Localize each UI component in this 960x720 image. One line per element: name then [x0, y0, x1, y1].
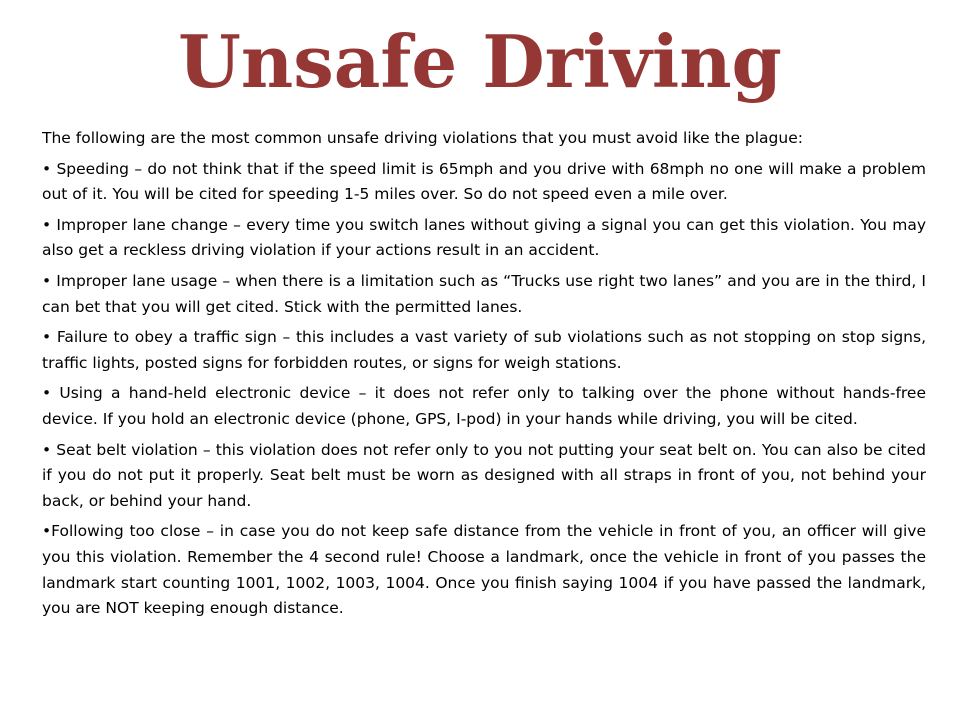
- bullet-improper-lane-usage: • Improper lane usage – when there is a limitation such as “Trucks use right two lanes” and you are in the third, I can bet that you will get cited. Stick with the permitted lanes.: [42, 271, 926, 316]
- intro-paragraph: The following are the most common unsafe driving violations that you must avoid like the plague:: [42, 129, 803, 147]
- slide-title: Unsafe Driving: [178, 19, 782, 104]
- slide-body: [42, 126, 926, 627]
- bullet-improper-lane-change: • Improper lane change – every time you switch lanes without giving a signal you can get this violation. You may also get a reckless driving violation if your actions result in an accident.: [42, 215, 926, 260]
- bullet-speeding: • Speeding – do not think that if the speed limit is 65mph and you drive with 68mph no one will make a problem out of it. You will be cited for speeding 1-5 miles over. So do not speed even a mile over.: [42, 159, 926, 204]
- bullet-following-too-close: •Following too close – in case you do not keep safe distance from the vehicle in front of you, an officer will give you this violation. Remember the 4 second rule! Choose a landmark, once the vehicle in front of you passes the landmark start counting 1001, 1002, 1003, 1004. Once you finish saying 1004 if you have passed the landmark, you are NOT keeping enough distance.: [42, 522, 926, 618]
- bullet-electronic-device: • Using a hand-held electronic device – it does not refer only to talking over the phone without hands-free device. If you hold an electronic device (phone, GPS, I-pod) in your hands while driving, you will be cited.: [42, 384, 926, 428]
- bullet-seat-belt: • Seat belt violation – this violation does not refer only to you not putting your seat belt on. You can also be cited if you do not put it properly. Seat belt must be worn as designed with all straps in front of you, not behind your back, or behind your hand.: [42, 440, 926, 510]
- bullet-traffic-sign: • Failure to obey a traffic sign – this includes a vast variety of sub violations such as not stopping on stop signs, traffic lights, posted signs for forbidden routes, or signs for weigh stations.: [42, 328, 926, 372]
